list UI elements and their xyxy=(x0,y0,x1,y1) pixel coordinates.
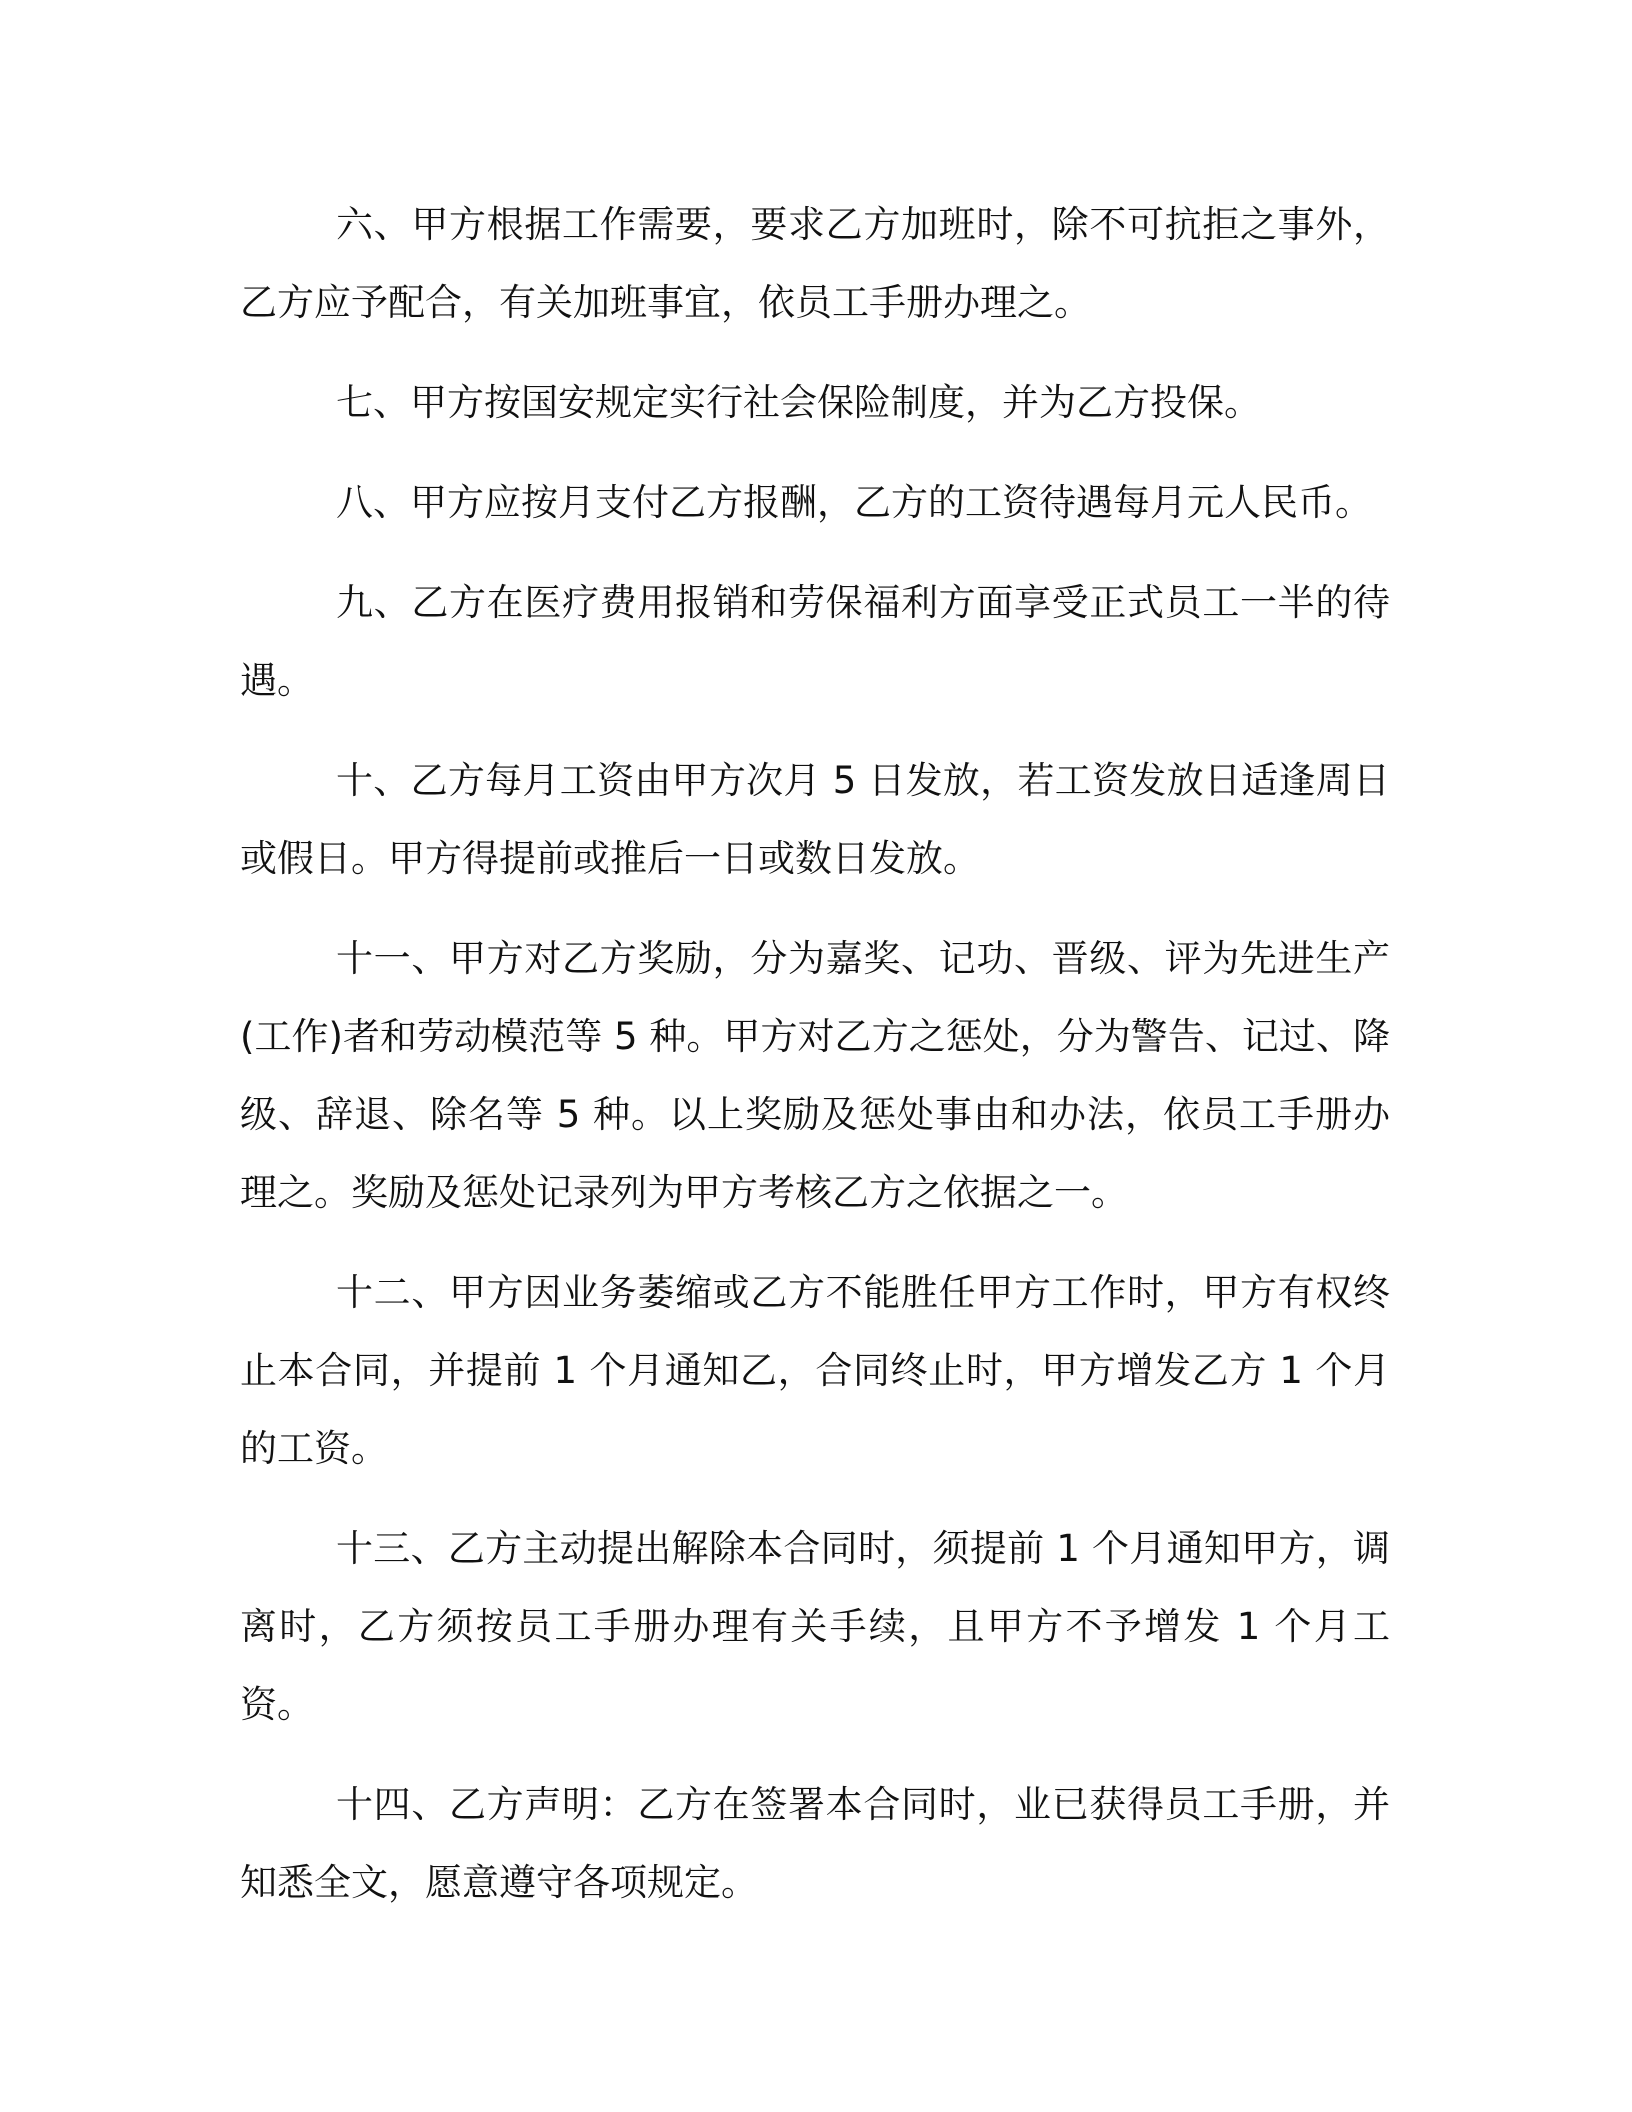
clause-6: 六、甲方根据工作需要，要求乙方加班时，除不可抗拒之事外，乙方应予配合，有关加班事宜，依员工手册办理之。 xyxy=(240,203,1390,324)
clause-12: 十二、甲方因业务萎缩或乙方不能胜任甲方工作时，甲方有权终止本合同，并提前 1 个月通知乙，合同终止时，甲方增发乙方 1 个月的工资。 xyxy=(240,1271,1390,1470)
clause-10: 十、乙方每月工资由甲方次月 5 日发放，若工资发放日适逢周日或假日。甲方得提前或推后一日或数日发放。 xyxy=(240,759,1390,880)
clause-14: 十四、乙方声明：乙方在签署本合同时，业已获得员工手册，并知悉全文，愿意遵守各项规定。 xyxy=(240,1783,1390,1904)
clause-9: 九、乙方在医疗费用报销和劳保福利方面享受正式员工一半的待遇。 xyxy=(240,581,1390,702)
contract-body xyxy=(240,186,1390,1922)
clause-8: 八、甲方应按月支付乙方报酬，乙方的工资待遇每月元人民币。 xyxy=(336,481,1372,524)
clause-7: 七、甲方按国安规定实行社会保险制度，并为乙方投保。 xyxy=(336,381,1261,424)
clause-11: 十一、甲方对乙方奖励，分为嘉奖、记功、晋级、评为先进生产(工作)者和劳动模范等 5 种。甲方对乙方之惩处，分为警告、记过、降级、辞退、除名等 5 种。以上奖励及惩处事由和办法，依员工手册办理之。奖励及惩处记录列为甲方考核乙方之依据之一。 xyxy=(240,937,1390,1214)
clause-13: 十三、乙方主动提出解除本合同时，须提前 1 个月通知甲方，调离时，乙方须按员工手册办理有关手续，且甲方不予增发 1 个月工资。 xyxy=(240,1527,1390,1726)
